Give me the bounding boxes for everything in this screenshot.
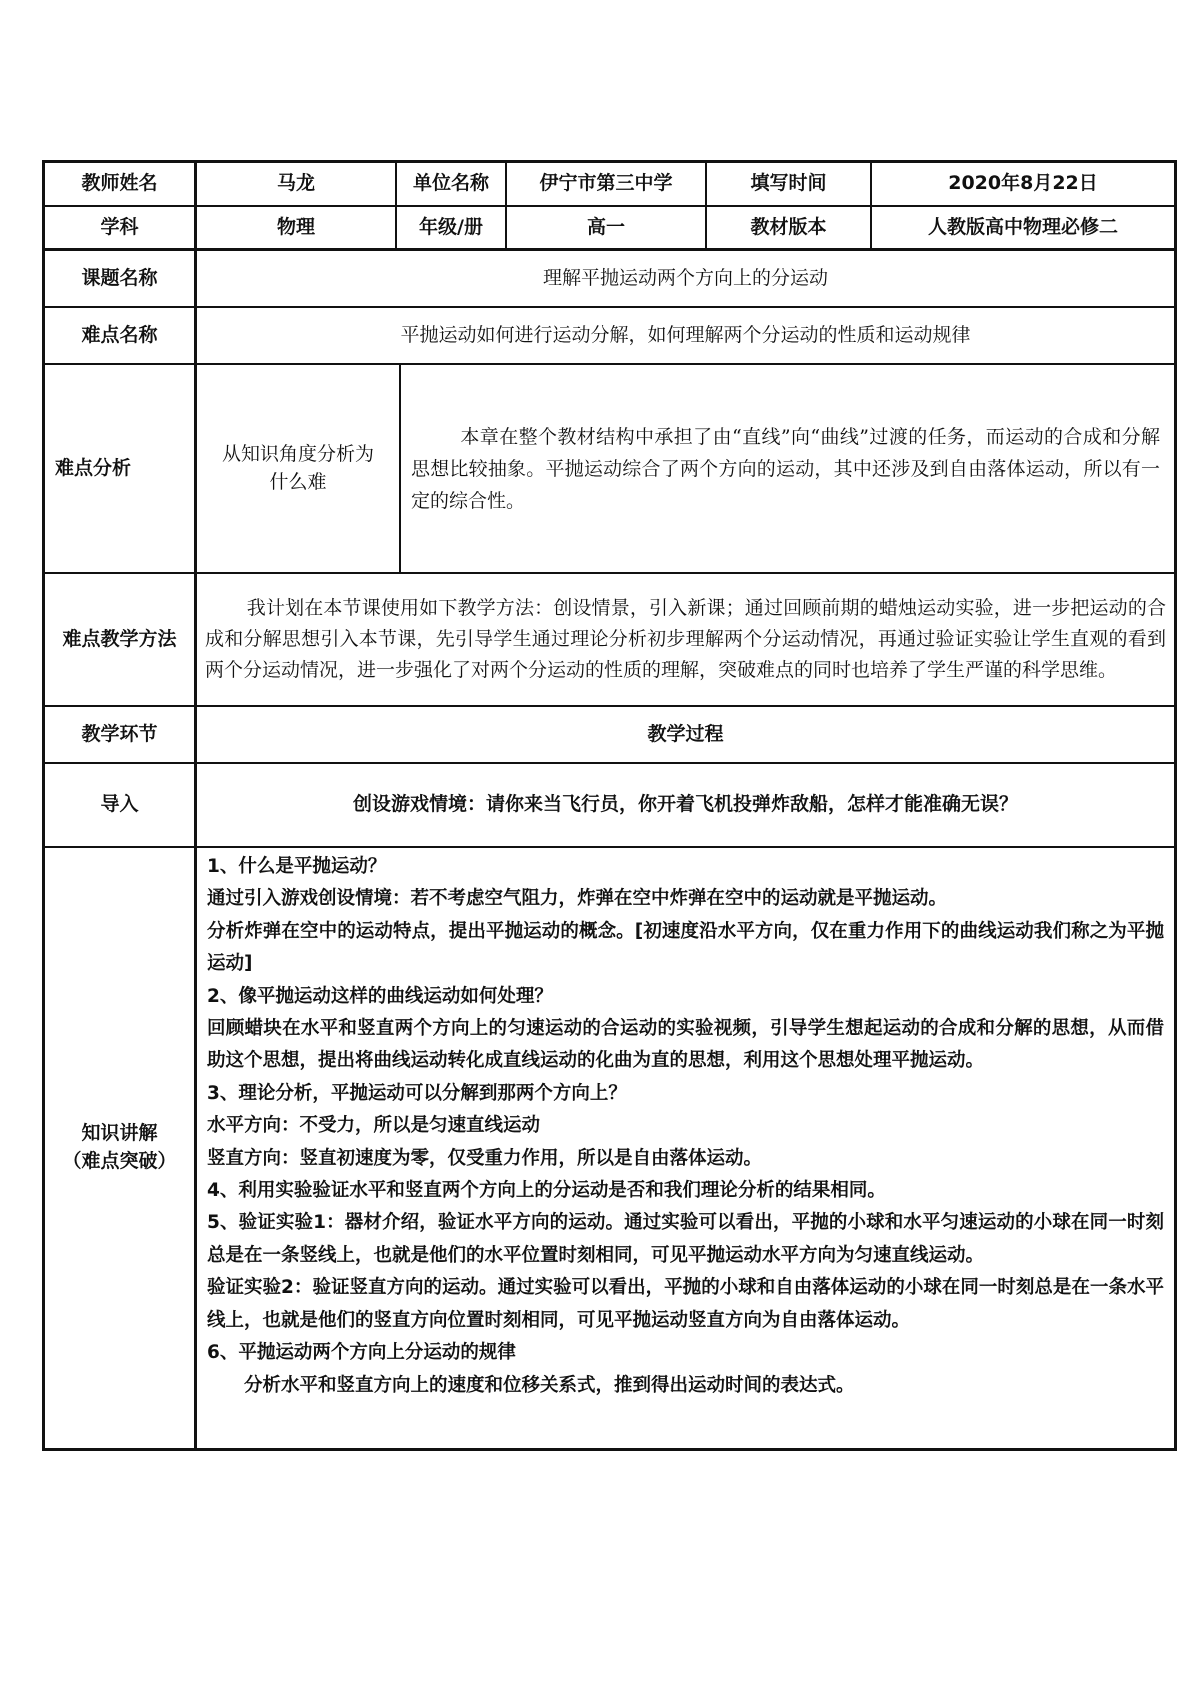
analysis-text: 本章在整个教材结构中承担了由“直线”向“曲线”过渡的任务，而运动的合成和分解思想比较抽象。平抛运动综合了两个方向的运动，其中还涉及到自由落体运动，所以有一定的综合性。 bbox=[411, 425, 1160, 512]
knowledge-line: 6、平抛运动两个方向上分运动的规律 bbox=[207, 1342, 516, 1364]
method-text: 我计划在本节课使用如下教学方法：创设情景，引入新课；通过回顾前期的蜡烛运动实验，进一步把运动的合成和分解思想引入本节课，先引导学生通过理论分析初步理解两个分运动情况，再通过验证实验让学生直观的看到两个分运动情况，进一步强化了对两个分运动的性质的理解，突破难点的同时也培养了学生严谨的科学思维。 bbox=[205, 597, 1166, 681]
knowledge-line: 通过引入游戏创设情境：若不考虑空气阻力，炸弹在空中炸弹在空中的运动就是平抛运动。 bbox=[207, 888, 948, 910]
difficulty-value: 平抛运动如何进行运动分解，如何理解两个分运动的性质和运动规律 bbox=[400, 323, 971, 346]
table-border-bottom bbox=[42, 1448, 1177, 1451]
subject-label: 学科 bbox=[100, 215, 139, 238]
unit-label: 单位名称 bbox=[412, 172, 489, 195]
knowledge-line: 4、利用实验验证水平和竖直两个方向上的分运动是否和我们理论分析的结果相同。 bbox=[207, 1180, 886, 1202]
process-label: 教学环节 bbox=[81, 722, 158, 745]
knowledge-line: 回顾蜡块在水平和竖直两个方向上的匀速运动的合运动的实验视频，引导学生想起运动的合成和分解的思想，从而借助这个思想，提出将曲线运动转化成直线运动的化曲为直的思想，利用这个思想处理平抛运动。 bbox=[207, 1018, 1164, 1072]
knowledge-line: 水平方向：不受力，所以是匀速直线运动 bbox=[207, 1115, 541, 1137]
analysis-sub-label-line1: 从知识角度分析为 bbox=[221, 442, 374, 465]
unit-value: 伊宁市第三中学 bbox=[539, 172, 673, 195]
method-label: 难点教学方法 bbox=[62, 627, 177, 650]
textbook-label: 教材版本 bbox=[750, 215, 827, 238]
topic-value: 理解平抛运动两个方向上的分运动 bbox=[542, 266, 828, 289]
knowledge-line: 1、什么是平抛运动？ bbox=[207, 856, 387, 877]
knowledge-content bbox=[197, 848, 1174, 1448]
knowledge-line: 3、理论分析，平抛运动可以分解到那两个方向上？ bbox=[207, 1082, 627, 1104]
knowledge-line: 分析炸弹在空中的运动特点，提出平抛运动的概念。[初速度沿水平方向，仅在重力作用下的曲线运动我们称之为平抛运动] bbox=[207, 920, 1164, 975]
knowledge-line: 竖直方向：竖直初速度为零，仅受重力作用，所以是自由落体运动。 bbox=[207, 1147, 763, 1169]
subject-value: 物理 bbox=[276, 215, 315, 238]
knowledge-line: 5、验证实验1：器材介绍，验证水平方向的运动。通过实验可以看出，平抛的小球和水平匀速运动的小球在同一时刻总是在一条竖线上，也就是他们的水平位置时刻相同，可见平抛运动水平方向为匀速直线运动。 bbox=[207, 1212, 1164, 1266]
knowledge-label-line1: 知识讲解 bbox=[81, 1122, 158, 1145]
teacher-value: 马龙 bbox=[276, 172, 315, 195]
intro-value: 创设游戏情境：请你来当飞行员，你开着飞机投弹炸敌船，怎样才能准确无误？ bbox=[352, 793, 1018, 816]
knowledge-line: 2、像平抛运动这样的曲线运动如何处理？ bbox=[207, 985, 553, 1007]
teacher-label: 教师姓名 bbox=[81, 172, 158, 195]
analysis-label: 难点分析 bbox=[55, 456, 132, 479]
knowledge-line: 验证实验2：验证竖直方向的运动。通过实验可以看出，平抛的小球和自由落体运动的小球在同一时刻总是在一条水平线上，也就是他们的竖直方向位置时刻相同，可见平抛运动竖直方向为自由落体运动。 bbox=[207, 1277, 1164, 1331]
difficulty-label: 难点名称 bbox=[81, 323, 158, 346]
knowledge-label-line2: （难点突破） bbox=[62, 1150, 177, 1172]
knowledge-line: 分析水平和竖直方向上的速度和位移关系式，推到得出运动时间的表达式。 bbox=[207, 1374, 855, 1396]
process-value: 教学过程 bbox=[647, 722, 724, 745]
intro-label: 导入 bbox=[100, 793, 139, 816]
grade-label: 年级/册 bbox=[419, 215, 483, 238]
knowledge-label bbox=[45, 848, 194, 1448]
analysis-sub-label bbox=[197, 365, 399, 572]
date-value: 2020年8月22日 bbox=[948, 172, 1098, 195]
grade-value: 高一 bbox=[586, 215, 625, 238]
method-text-cell bbox=[197, 574, 1174, 705]
analysis-sub-label-line2: 什么难 bbox=[269, 470, 327, 493]
date-label: 填写时间 bbox=[750, 172, 827, 195]
textbook-value: 人教版高中物理必修二 bbox=[927, 215, 1118, 238]
topic-label: 课题名称 bbox=[81, 266, 158, 289]
table-border-right bbox=[1174, 160, 1177, 1451]
analysis-text-cell bbox=[401, 365, 1174, 572]
